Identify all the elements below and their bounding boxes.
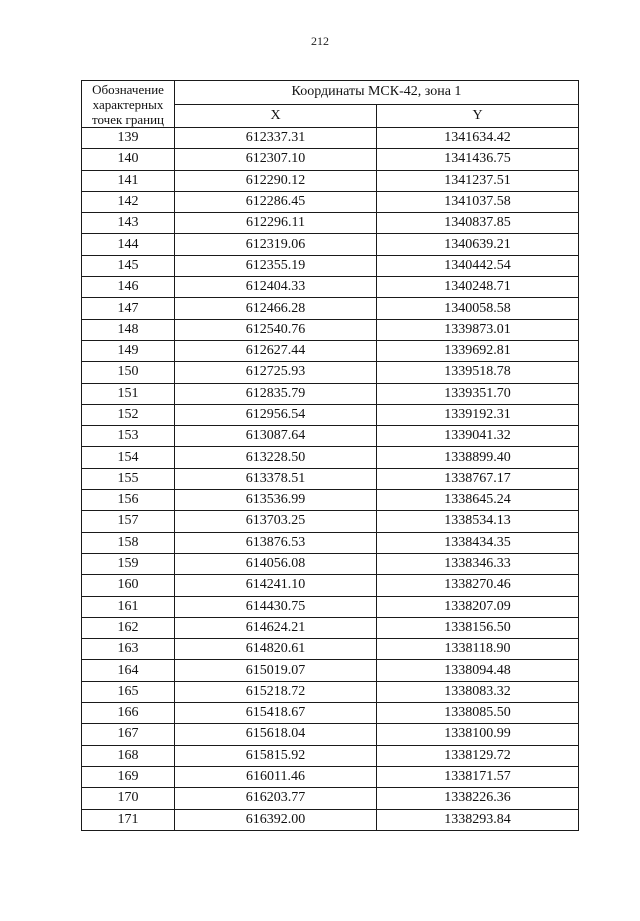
x-coordinate-cell: 612296.11	[175, 213, 377, 234]
y-coordinate-cell: 1338270.46	[377, 575, 579, 596]
table-row	[82, 404, 579, 425]
table-row	[82, 788, 579, 809]
y-coordinate-cell: 1338346.33	[377, 553, 579, 574]
point-label-header	[82, 81, 175, 128]
point-id-cell: 169	[82, 766, 175, 787]
y-coordinate-cell: 1340837.85	[377, 213, 579, 234]
x-coordinate-cell: 614241.10	[175, 575, 377, 596]
table-row	[82, 426, 579, 447]
x-coordinate-cell: 614820.61	[175, 639, 377, 660]
point-id-cell: 158	[82, 532, 175, 553]
table-row	[82, 617, 579, 638]
x-coordinate-cell: 614056.08	[175, 553, 377, 574]
y-coordinate-cell: 1339692.81	[377, 340, 579, 361]
point-label-header-line2: характерных	[92, 97, 164, 112]
x-coordinate-cell: 615019.07	[175, 660, 377, 681]
table-row	[82, 490, 579, 511]
x-coordinate-cell: 613378.51	[175, 468, 377, 489]
point-id-cell: 159	[82, 553, 175, 574]
y-coordinate-cell: 1338171.57	[377, 766, 579, 787]
point-id-cell: 139	[82, 128, 175, 149]
point-id-cell: 165	[82, 681, 175, 702]
page-number: 212	[311, 34, 329, 48]
x-coordinate-cell: 613536.99	[175, 490, 377, 511]
x-coordinate-cell: 613876.53	[175, 532, 377, 553]
y-coordinate-cell: 1338434.35	[377, 532, 579, 553]
y-coordinate-cell: 1338118.90	[377, 639, 579, 660]
x-coordinate-cell: 612725.93	[175, 362, 377, 383]
table-row	[82, 681, 579, 702]
y-coordinate-cell: 1341237.51	[377, 170, 579, 191]
y-column-header: Y	[377, 104, 579, 128]
x-coordinate-cell: 612290.12	[175, 170, 377, 191]
point-id-cell: 156	[82, 490, 175, 511]
table-row	[82, 468, 579, 489]
table-row	[82, 255, 579, 276]
point-id-cell: 166	[82, 703, 175, 724]
x-coordinate-cell: 612307.10	[175, 149, 377, 170]
coordinates-system-header: Координаты МСК-42, зона 1	[175, 81, 579, 105]
x-coordinate-cell: 612627.44	[175, 340, 377, 361]
x-coordinate-cell: 615618.04	[175, 724, 377, 745]
table-row	[82, 128, 579, 149]
y-coordinate-cell: 1338156.50	[377, 617, 579, 638]
point-id-cell: 147	[82, 298, 175, 319]
x-coordinate-cell: 613087.64	[175, 426, 377, 447]
y-coordinate-cell: 1340442.54	[377, 255, 579, 276]
point-id-cell: 168	[82, 745, 175, 766]
point-id-cell: 163	[82, 639, 175, 660]
x-coordinate-cell: 614430.75	[175, 596, 377, 617]
y-coordinate-cell: 1338207.09	[377, 596, 579, 617]
point-id-cell: 157	[82, 511, 175, 532]
y-coordinate-cell: 1340058.58	[377, 298, 579, 319]
point-label-header-line3: точек границ	[91, 112, 165, 127]
table-row	[82, 553, 579, 574]
point-id-cell: 167	[82, 724, 175, 745]
x-coordinate-cell: 616392.00	[175, 809, 377, 830]
table-row	[82, 213, 579, 234]
x-coordinate-cell: 612286.45	[175, 191, 377, 212]
x-coordinate-cell: 612540.76	[175, 319, 377, 340]
y-coordinate-cell: 1341634.42	[377, 128, 579, 149]
point-id-cell: 170	[82, 788, 175, 809]
table-row	[82, 596, 579, 617]
table-row	[82, 703, 579, 724]
y-coordinate-cell: 1340639.21	[377, 234, 579, 255]
y-coordinate-cell: 1339518.78	[377, 362, 579, 383]
table-row	[82, 319, 579, 340]
y-coordinate-cell: 1341037.58	[377, 191, 579, 212]
table-row	[82, 149, 579, 170]
table-row	[82, 660, 579, 681]
point-id-cell: 153	[82, 426, 175, 447]
table-row	[82, 234, 579, 255]
point-id-cell: 145	[82, 255, 175, 276]
y-coordinate-cell: 1339041.32	[377, 426, 579, 447]
table-row	[82, 724, 579, 745]
table-row	[82, 575, 579, 596]
y-coordinate-cell: 1338094.48	[377, 660, 579, 681]
y-coordinate-cell: 1338085.50	[377, 703, 579, 724]
x-coordinate-cell: 612956.54	[175, 404, 377, 425]
table-row	[82, 447, 579, 468]
table-row	[82, 639, 579, 660]
point-id-cell: 161	[82, 596, 175, 617]
point-id-cell: 143	[82, 213, 175, 234]
x-coordinate-cell: 612466.28	[175, 298, 377, 319]
point-id-cell: 148	[82, 319, 175, 340]
table-row	[82, 532, 579, 553]
table-row	[82, 809, 579, 830]
y-coordinate-cell: 1340248.71	[377, 277, 579, 298]
y-coordinate-cell: 1338899.40	[377, 447, 579, 468]
y-coordinate-cell: 1338534.13	[377, 511, 579, 532]
x-column-header: X	[175, 104, 377, 128]
point-id-cell: 150	[82, 362, 175, 383]
y-coordinate-cell: 1338645.24	[377, 490, 579, 511]
x-coordinate-cell: 615815.92	[175, 745, 377, 766]
point-id-cell: 141	[82, 170, 175, 191]
point-id-cell: 162	[82, 617, 175, 638]
point-id-cell: 154	[82, 447, 175, 468]
point-label-header-line1: Обозначение	[92, 82, 164, 97]
table-row	[82, 170, 579, 191]
point-id-cell: 142	[82, 191, 175, 212]
y-coordinate-cell: 1338100.99	[377, 724, 579, 745]
x-coordinate-cell: 613228.50	[175, 447, 377, 468]
coordinates-table	[81, 80, 579, 831]
table-row	[82, 362, 579, 383]
point-id-cell: 144	[82, 234, 175, 255]
point-id-cell: 149	[82, 340, 175, 361]
point-id-cell: 155	[82, 468, 175, 489]
table-row	[82, 745, 579, 766]
table-body	[82, 128, 579, 831]
y-coordinate-cell: 1338129.72	[377, 745, 579, 766]
point-id-cell: 151	[82, 383, 175, 404]
table-row	[82, 383, 579, 404]
x-coordinate-cell: 613703.25	[175, 511, 377, 532]
y-coordinate-cell: 1338226.36	[377, 788, 579, 809]
y-coordinate-cell: 1339192.31	[377, 404, 579, 425]
point-id-cell: 146	[82, 277, 175, 298]
y-coordinate-cell: 1338767.17	[377, 468, 579, 489]
y-coordinate-cell: 1339351.70	[377, 383, 579, 404]
y-coordinate-cell: 1339873.01	[377, 319, 579, 340]
x-coordinate-cell: 615218.72	[175, 681, 377, 702]
x-coordinate-cell: 616203.77	[175, 788, 377, 809]
table-row	[82, 511, 579, 532]
table-row	[82, 277, 579, 298]
x-coordinate-cell: 614624.21	[175, 617, 377, 638]
table-row	[82, 191, 579, 212]
x-coordinate-cell: 612319.06	[175, 234, 377, 255]
x-coordinate-cell: 612835.79	[175, 383, 377, 404]
table-row	[82, 340, 579, 361]
table-row	[82, 766, 579, 787]
y-coordinate-cell: 1338293.84	[377, 809, 579, 830]
x-coordinate-cell: 615418.67	[175, 703, 377, 724]
x-coordinate-cell: 612355.19	[175, 255, 377, 276]
header-row-1	[82, 81, 579, 105]
x-coordinate-cell: 616011.46	[175, 766, 377, 787]
table-header	[82, 81, 579, 128]
point-id-cell: 160	[82, 575, 175, 596]
x-coordinate-cell: 612337.31	[175, 128, 377, 149]
point-id-cell: 164	[82, 660, 175, 681]
y-coordinate-cell: 1338083.32	[377, 681, 579, 702]
table-row	[82, 298, 579, 319]
point-id-cell: 140	[82, 149, 175, 170]
point-id-cell: 152	[82, 404, 175, 425]
point-id-cell: 171	[82, 809, 175, 830]
x-coordinate-cell: 612404.33	[175, 277, 377, 298]
y-coordinate-cell: 1341436.75	[377, 149, 579, 170]
